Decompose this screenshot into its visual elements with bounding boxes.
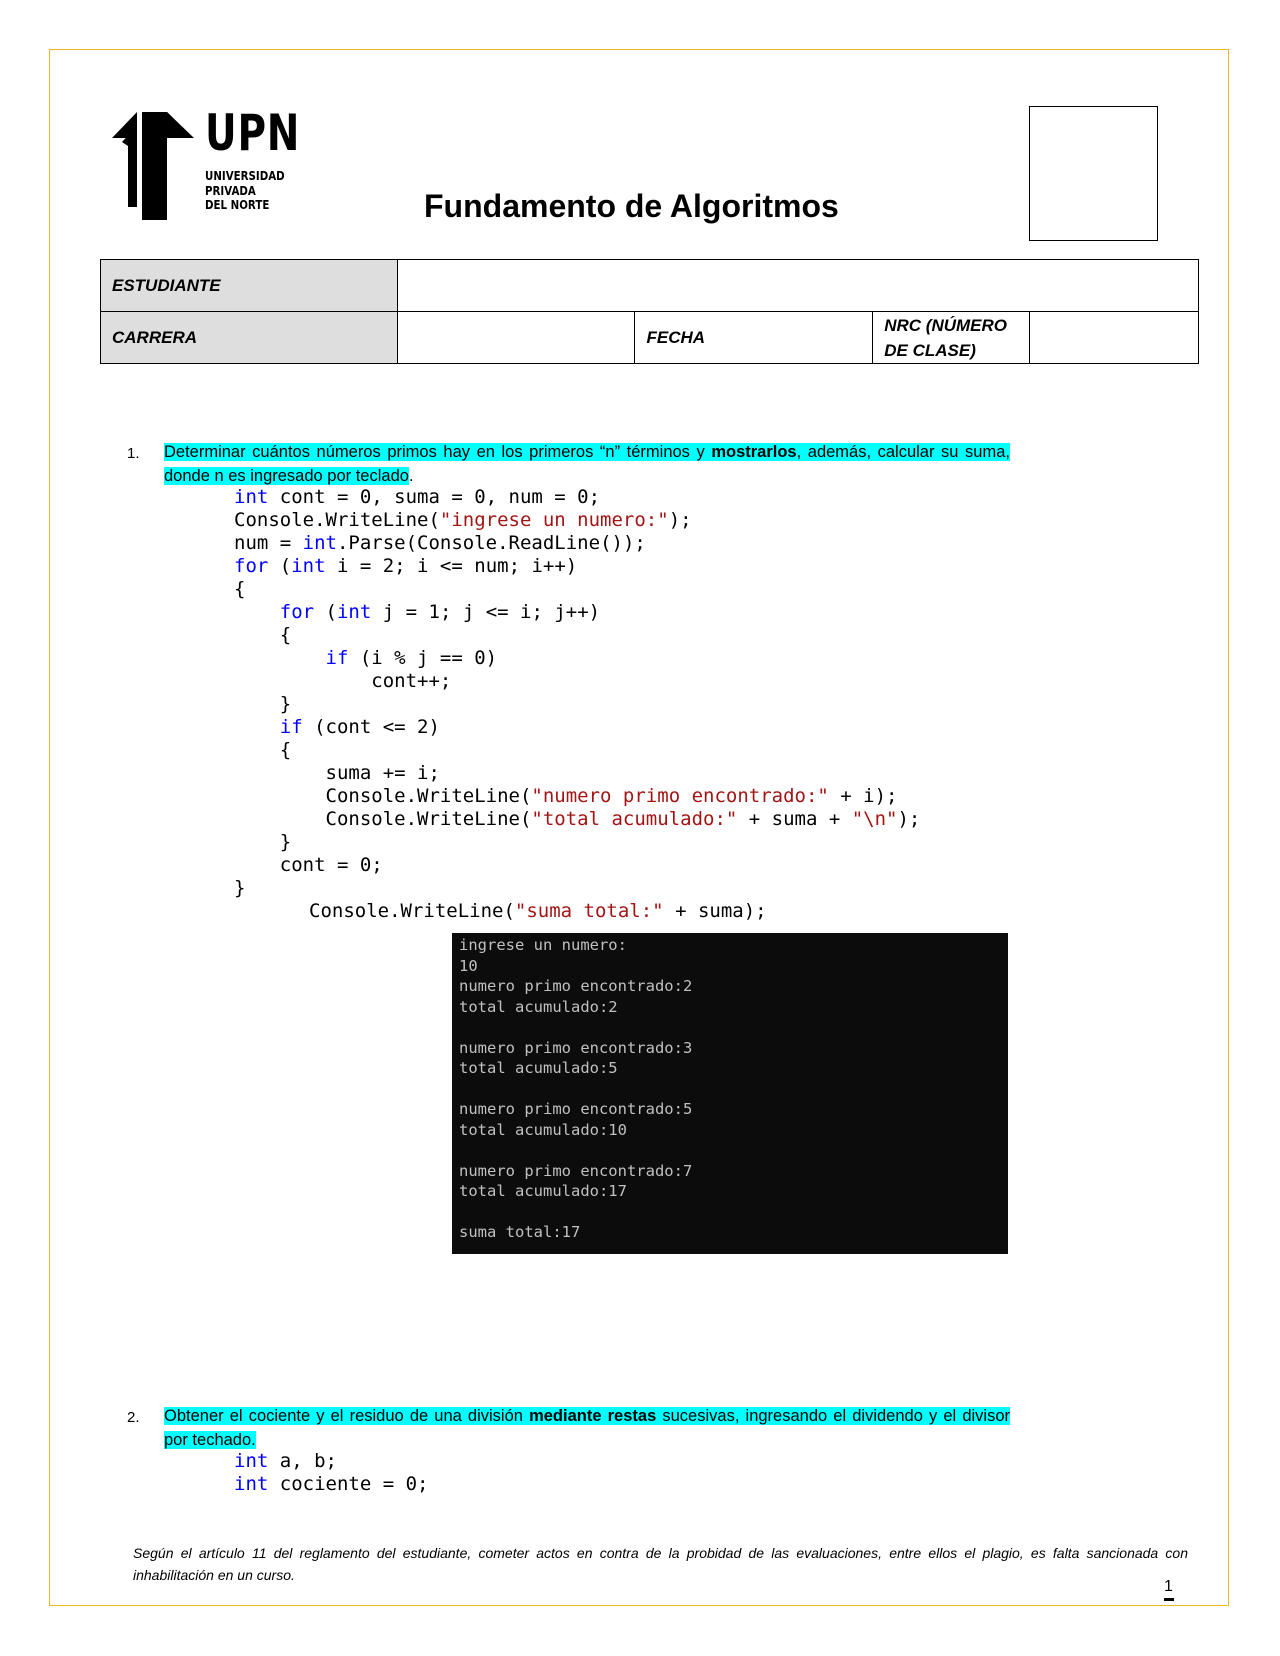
page-number-underline — [1164, 1598, 1174, 1601]
code-block-2: int a, b; int cociente = 0; — [234, 1450, 429, 1495]
question-2-number: 2. — [127, 1409, 140, 1426]
nrc-label: NRC (NÚMERO DE CLASE) — [873, 312, 1030, 364]
fecha-label: FECHA — [635, 312, 873, 364]
carrera-field[interactable] — [397, 312, 635, 364]
student-info-table — [100, 259, 1199, 364]
logo-subtitle: UNIVERSIDAD PRIVADA DEL NORTE — [205, 168, 285, 212]
question-1-text: Determinar cuántos números primos hay en los primeros “n” términos y mostrarlos, además, calcular su suma, donde n es ingresado por teclado. — [164, 443, 1010, 485]
upn-arrows-icon — [112, 112, 212, 220]
question-1-number: 1. — [127, 445, 140, 462]
code-block-1: int cont = 0, suma = 0, num = 0; Console.WriteLine("ingrese un numero:"); num = int.Parse(Console.ReadLine()); for (int i = 2; i <= num; i++) { for (int j = 1; j <= i; j++) { if (i % j == 0) cont++; } if (cont <= 2) { suma += i; Console.WriteLine("numero primo encontrado:" + i); Console.WriteLine("total acumulado:" + suma + "\n"); } cont = 0; } — [234, 486, 921, 899]
carrera-label: CARRERA — [101, 312, 398, 364]
console-output-screenshot: ingrese un numero: 10 numero primo encontrado:2 total acumulado:2 numero primo encontrado:3 total acumulado:5 numero primo encontrado:5 total acumulado:10 numero primo encontrado:7 total acumulado:17 suma total:17 — [452, 933, 1008, 1254]
nrc-field[interactable] — [1030, 312, 1199, 364]
estudiante-label: ESTUDIANTE — [101, 260, 398, 312]
photo-box — [1029, 106, 1158, 241]
logo-wordmark: UPN — [205, 104, 301, 162]
page-number: 1 — [1164, 1578, 1173, 1595]
question-2-text: Obtener el cociente y el residuo de una división mediante restas sucesivas, ingresando el dividendo y el divisor por techado. — [164, 1407, 1010, 1449]
estudiante-field[interactable] — [397, 260, 1198, 312]
footer-note: Según el artículo 11 del reglamento del estudiante, cometer actos en contra de la probidad de las evaluaciones, entre ellos el plagio, es falta sancionada con inhabilitación en un curso. — [133, 1545, 1188, 1583]
code-block-1-final-line: Console.WriteLine("suma total:" + suma); — [309, 900, 767, 922]
page-title: Fundamento de Algoritmos — [424, 188, 839, 224]
